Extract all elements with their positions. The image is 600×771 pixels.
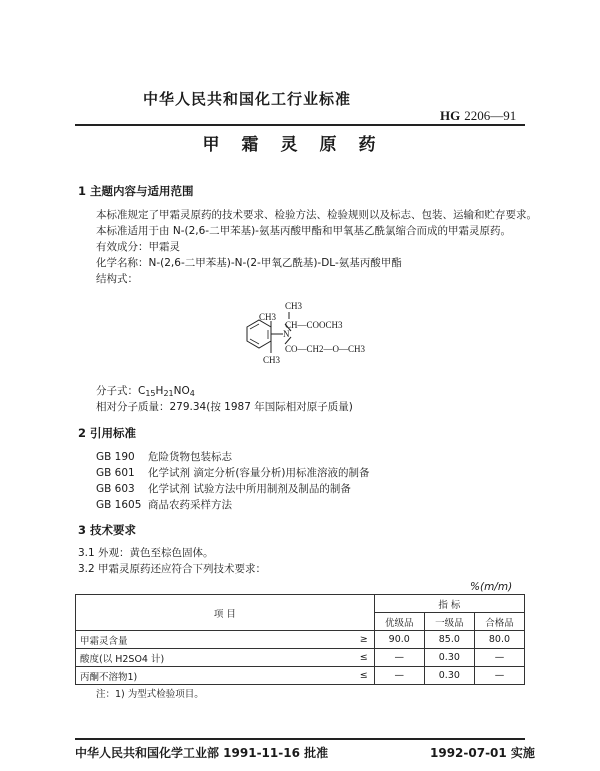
co-chain-label: CO—CH2—O—CH3 bbox=[285, 344, 366, 354]
ch3-top-label: CH3 bbox=[285, 301, 303, 311]
bottom-rule bbox=[75, 738, 525, 740]
chemical-name: 化学名称：N-(2,6-二甲苯基)-N-(2-甲氧乙酰基)-DL-氨基丙酸甲酯 bbox=[96, 257, 402, 269]
table-note: 注：1) 为型式检验项目。 bbox=[96, 689, 204, 700]
section-3-heading: 3 技术要求 bbox=[78, 523, 137, 537]
implementation-date: 1992-07-01 实施 bbox=[430, 746, 535, 760]
grade-superior: 优级品 bbox=[374, 613, 424, 631]
molecular-mass: 相对分子质量：279.34(按 1987 年国际相对原子质量) bbox=[96, 401, 353, 413]
section-1-heading: 1 主题内容与适用范围 bbox=[78, 184, 194, 198]
document-title: 甲霜灵原药 bbox=[202, 135, 398, 155]
requirement-3-2: 3.2 甲霜灵原药还应符合下列技术要求： bbox=[78, 563, 267, 575]
section-1-paragraph-1: 本标准规定了甲霜灵原药的技术要求、检验方法、检验规则以及标志、包装、运输和贮存要求。 bbox=[96, 209, 537, 221]
org-title: 中华人民共和国化工行业标准 bbox=[143, 90, 352, 108]
molecular-formula: 分子式：C15H21NO4 bbox=[96, 385, 195, 398]
section-2-heading: 2 引用标准 bbox=[78, 426, 137, 440]
reference-item: GB 603 化学试剂 试验方法中所用制剂及制品的制备 bbox=[96, 483, 351, 495]
structural-formula bbox=[225, 295, 375, 375]
grade-first: 一级品 bbox=[424, 613, 474, 631]
spec-table bbox=[75, 594, 525, 685]
reference-item: GB 1605 商品农药采样方法 bbox=[96, 499, 232, 511]
reference-item: GB 190 危险货物包装标志 bbox=[96, 451, 232, 463]
table-row: 酸度(以 H2SO4 计) ≤ — 0.30 — bbox=[76, 649, 525, 667]
top-rule bbox=[75, 124, 525, 126]
table-header-index: 指 标 bbox=[374, 595, 524, 613]
reference-item: GB 601 化学试剂 滴定分析(容量分析)用标准溶液的制备 bbox=[96, 467, 370, 479]
structure-label: 结构式： bbox=[96, 273, 138, 285]
approval-date: 中华人民共和国化学工业部 1991-11-16 批准 bbox=[75, 746, 329, 760]
grade-qualified: 合格品 bbox=[474, 613, 524, 631]
nitrogen-label: N bbox=[283, 329, 290, 339]
active-ingredient: 有效成分：甲霜灵 bbox=[96, 241, 180, 253]
table-row: 甲霜灵含量 ≥ 90.0 85.0 80.0 bbox=[76, 631, 525, 649]
unit-label: %(m/m) bbox=[470, 581, 513, 593]
ch3-left-top-label: CH3 bbox=[259, 312, 277, 322]
section-1-paragraph-2: 本标准适用于由 N-(2,6-二甲苯基)-氨基丙酸甲酯和甲氧基乙酰氯缩合而成的甲霜灵原药。 bbox=[96, 225, 511, 237]
requirement-3-1: 3.1 外观：黄色至棕色固体。 bbox=[78, 547, 214, 559]
table-row: 丙酮不溶物1) ≤ — 0.30 — bbox=[76, 667, 525, 685]
table-header-item: 项 目 bbox=[76, 595, 375, 631]
ch-cooch3-label: CH—COOCH3 bbox=[285, 320, 343, 330]
standard-number: HG 2206—91 bbox=[440, 108, 517, 123]
ch3-left-bottom-label: CH3 bbox=[263, 355, 281, 365]
